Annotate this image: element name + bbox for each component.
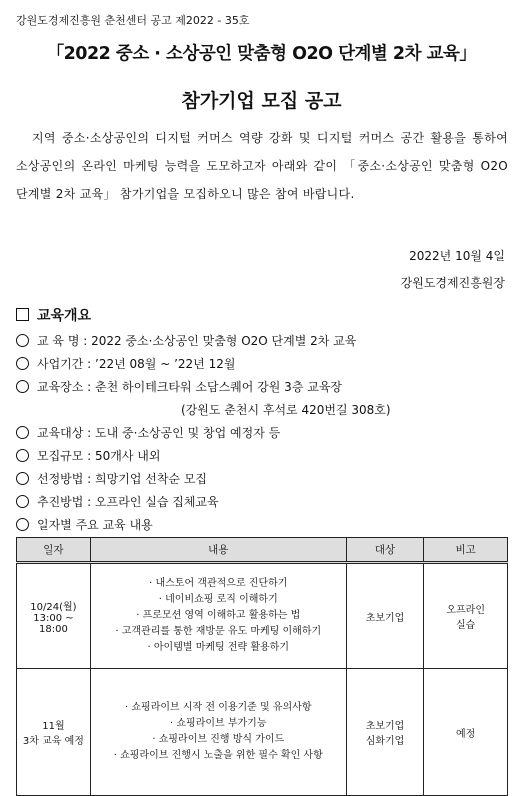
header-note: 비고 bbox=[424, 538, 508, 563]
circle-bullet-icon bbox=[16, 449, 29, 462]
circle-bullet-icon bbox=[16, 426, 29, 439]
circle-bullet-icon bbox=[16, 357, 29, 370]
circle-bullet-icon bbox=[16, 380, 29, 393]
table-row bbox=[17, 669, 508, 796]
overview-item: 일자별 주요 교육 내용 bbox=[16, 514, 391, 537]
overview-item-address: (강원도 춘천시 후석로 420번길 308호) bbox=[181, 403, 391, 417]
cell-date: 11월 3차 교육 예정 bbox=[17, 669, 91, 796]
section-heading bbox=[16, 305, 91, 325]
overview-item: 모집규모 : 50개사 내외 bbox=[16, 445, 391, 468]
cell-note: 오프라인 실습 bbox=[424, 563, 508, 669]
overview-item: 선정방법 : 희망기업 선착순 모집 bbox=[16, 468, 391, 491]
square-bullet-icon bbox=[16, 308, 29, 321]
notice-number: 강원도경제진흥원 춘천센터 공고 제2022 - 35호 bbox=[16, 14, 250, 27]
overview-item: 교 육 명 : 2022 중소·소상공인 맞춤형 O2O 단계별 2차 교육 bbox=[16, 330, 391, 353]
overview-item: 교육장소 : 춘천 하이테크타워 소담스퀘어 강원 3층 교육장 bbox=[16, 376, 391, 399]
circle-bullet-icon bbox=[16, 495, 29, 508]
cell-content: · 내스토어 객관적으로 진단하기 · 네이비쇼핑 로직 이해하기 · 프로모션 영역 이해하고 활용하는 법 · 고객관리를 통한 재방문 유도 마케팅 이해하기 · 아이템별 마케팅 전략 활용하기 bbox=[90, 563, 346, 669]
overview-item: 교육대상 : 도내 중·소상공인 및 창업 예정자 등 bbox=[16, 422, 391, 445]
circle-bullet-icon bbox=[16, 334, 29, 347]
notice-title: 「2022 중소 · 소상공인 맞춤형 O2O 단계별 2차 교육」 bbox=[46, 44, 477, 64]
header-target: 대상 bbox=[346, 538, 424, 563]
circle-bullet-icon bbox=[16, 472, 29, 485]
intro-paragraph: 지역 중소·소상공인의 디지털 커머스 역량 강화 및 디지털 커머스 공간 활용을 통하여 소상공인의 온라인 마케팅 능력을 도모하고자 아래와 같이 「중소·소상공인 맞춤형 O2O 단계별 2차 교육」 참가기업을 모집하오니 많은 참여 바랍니다. bbox=[16, 131, 508, 201]
cell-target: 초보기업 bbox=[346, 563, 424, 669]
section-title: 교육개요 bbox=[37, 308, 92, 324]
cell-content: · 쇼핑라이브 시작 전 이용기준 및 유의사항 · 쇼핑라이브 부가기능 · 쇼핑라이브 진행 방식 가이드 · 쇼핑라이브 진행시 노출을 위한 필수 확인 사항 bbox=[90, 669, 346, 796]
cell-date: 10/24(월) 13:00 ~ 18:00 bbox=[17, 563, 91, 669]
overview-item: 추진방법 : 오프라인 실습 집체교육 bbox=[16, 491, 391, 514]
notice-date: 2022년 10월 4일 bbox=[409, 249, 505, 263]
table-row bbox=[17, 563, 508, 669]
table-header-row bbox=[17, 538, 508, 563]
header-date: 일자 bbox=[17, 538, 91, 563]
circle-bullet-icon bbox=[16, 518, 29, 531]
notice-subtitle: 참가기업 모집 공고 bbox=[181, 90, 342, 112]
header-content: 내용 bbox=[90, 538, 346, 563]
overview-list bbox=[16, 330, 391, 537]
cell-note: 예정 bbox=[424, 669, 508, 796]
cell-target: 초보기업 심화기업 bbox=[346, 669, 424, 796]
schedule-table bbox=[16, 537, 508, 796]
issuing-organization: 강원도경제진흥원장 bbox=[400, 276, 505, 290]
overview-item: 사업기간 : ’22년 08월 ~ ’22년 12월 bbox=[16, 353, 391, 376]
